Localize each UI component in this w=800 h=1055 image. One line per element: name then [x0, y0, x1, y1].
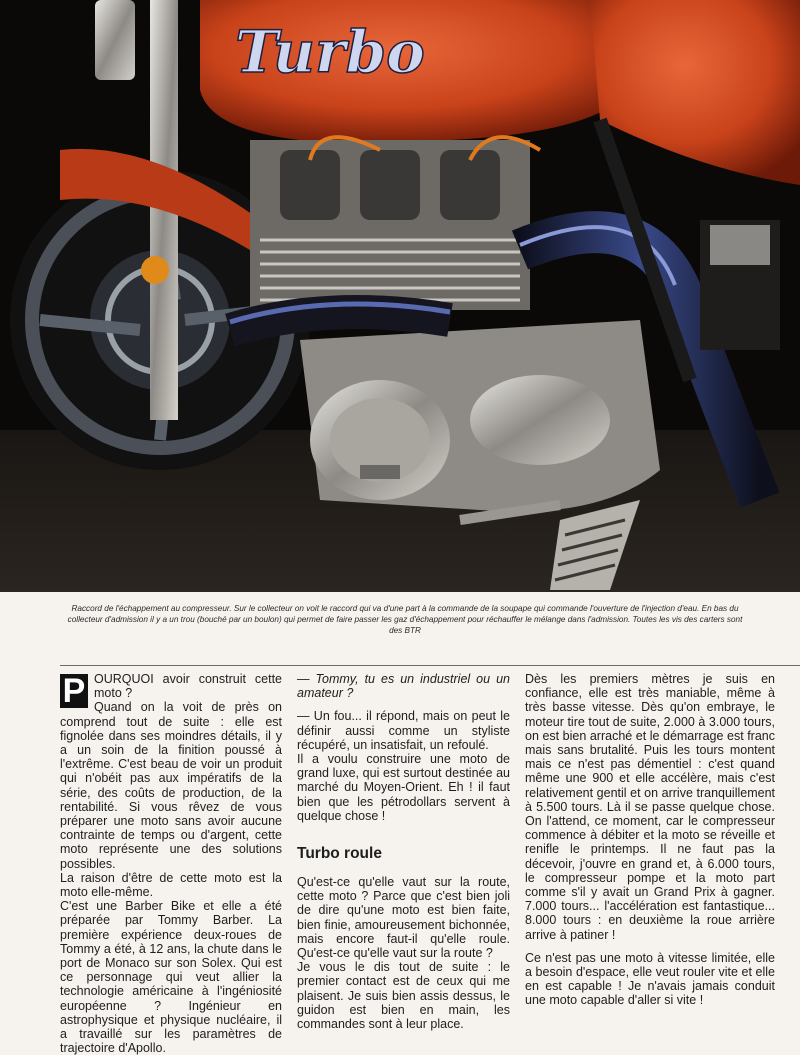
paragraph: C'est une Barber Bike et elle a été préparée par Tommy Barber. La première expérience deux-roues de Tommy a été, à 12 ans, la chute dans le port de Monaco sur son Solex. Qui est ce personnage qui veut allier la technologie américaine à l'ingéniosité européenne ? Ingénieur en astrophysique et physique nucléaire, il a travaillé sur les paramètres de trajectoire d'Apollo.	[60, 899, 282, 1055]
paragraph: OURQUOI avoir construit cette moto ?	[94, 672, 282, 701]
section-heading: Turbo roule	[297, 845, 382, 863]
paragraph: Ce n'est pas une moto à vitesse limitée, elle a besoin d'espace, elle veut rouler vite et elle en est capable ! Je n'avais jamais conduit une moto capable d'aller si vite !	[525, 950, 775, 1008]
paragraph: Quand on la voit de près on comprend tout de suite : elle est fignolée dans ses moindres détails, il y a un soin de la finition poussé à l'extrême. C'est beau de voir un produit qui n'obéit pas aux impératifs de la série, des coûts de production, de la rentabilité. Si vous rêvez de vous préparer une moto sans avoir aucune contrainte de temps ou d'argent, cette moto représente une des solutions possibles.	[60, 700, 282, 871]
engine-block	[250, 137, 540, 310]
paragraph: Je vous le dis tout de suite : le premier contact est de ceux qui me plaisent. Je suis bien assis dessus, le guidon est bien en main, les commandes sont à leur place.	[297, 960, 510, 1032]
article-column-2	[297, 672, 510, 1032]
article-column-3	[525, 672, 775, 1032]
tank-lettering: Turbo	[235, 18, 425, 86]
interview-question: — Tommy, tu es un industriel ou un amateur ?	[297, 672, 510, 701]
article-column-1	[60, 672, 282, 1055]
paragraph: — Un fou... il répond, mais on peut le définir aussi comme un styliste récupéré, un insatisfait, un refoulé.	[297, 709, 510, 752]
crankcase	[300, 320, 660, 512]
drop-cap: P	[60, 674, 88, 708]
photo-caption: Raccord de l'échappement au compresseur. Sur le collecteur on voit le raccord qui va d'une part à la commande de la soupape qui commande l'ouverture de l'injection d'eau. En bas du collecteur d'admission il y a un trou (bouché par un boulon) qui permet de faire passer les gaz d'échappement pour réchauffer le mélange dans l'admission. Toutes les vis des carters sont des BTR	[67, 604, 743, 635]
paragraph: Il a voulu construire une moto de grand luxe, qui est surtout destinée au marché du Moyen-Orient. Eh ! il faut bien que les pétrodollars servent à quelque chose !	[297, 752, 510, 823]
paragraph: La raison d'être de cette moto est la moto elle-même.	[60, 870, 282, 900]
turn-signal	[141, 256, 169, 284]
paragraph: Dès les premiers mètres je suis en confiance, elle est très maniable, même à très basse vitesse. Dès qu'on embraye, le moteur tire tout de suite, 2.000 à 3.000 tours, on est bien arraché et le démarrage est franc mais sans brutalité. Puis les tours montent mais ce n'est pas démentiel : c'est quand même une 900 et elle accélère, mais c'est relativement gentil et on arrive tranquillement à 5.500 tours. Là il se passe quelque chose. On l'attend, ce moment, car le compresseur commence à débiter et la moto se réveille et renifle le printemps. Il ne faut pas la décevoir, j'ouvre en grand et, à 6.000 tours, le compresseur pompe et la moto part comme s'il y avait un Grand Prix à gagner. 7.000 tours... l'accélération est fantastique... 8.000 tours : en deuxième la roue arrière arrive à patiner !	[525, 672, 775, 942]
section-divider	[60, 665, 800, 666]
paragraph: Qu'est-ce qu'elle vaut sur la route, cette moto ? Parce que c'est bien joli de dire qu'une moto est bien faite, bien finie, amoureusement bichonnée, mais encore faut-il qu'elle roule. Qu'est-ce qu'elle vaut sur la route ?	[297, 875, 510, 961]
